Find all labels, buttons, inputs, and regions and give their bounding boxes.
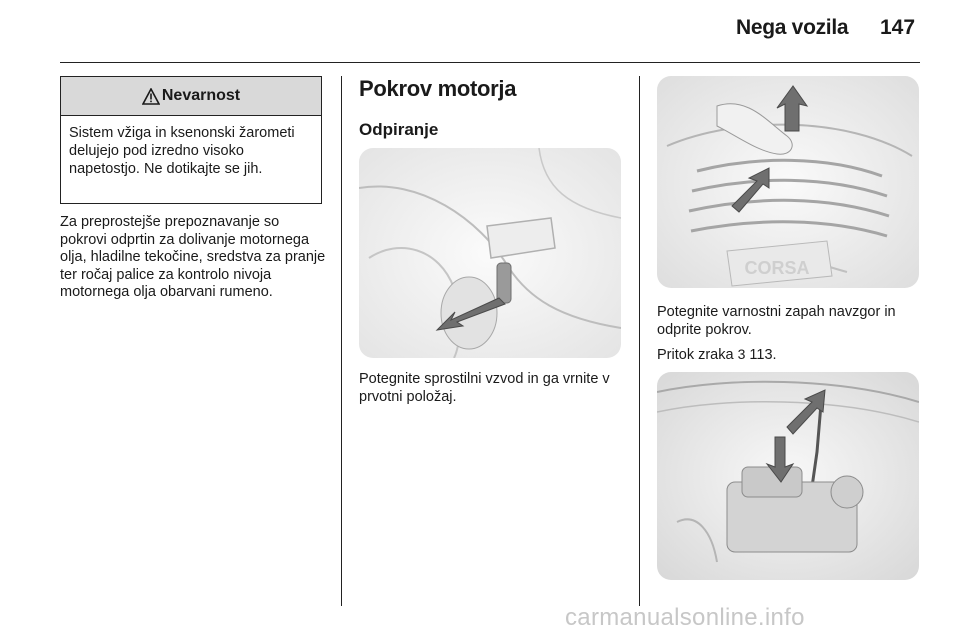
release-lever-illustration xyxy=(359,148,621,358)
badge-text: CORSA xyxy=(744,258,810,278)
watermark: carmanualsonline.info xyxy=(565,604,805,631)
warning-text: Sistem vžiga in ksenonski žarometi delujejo pod izredno visoko napetostjo. Ne dotikajte se jih. xyxy=(69,125,295,177)
reference-arrow-icon: 3 xyxy=(737,346,746,362)
warning-heading-label: Nevarnost xyxy=(161,87,241,104)
cross-reference xyxy=(657,346,925,365)
warning-heading xyxy=(61,77,321,116)
header-rule xyxy=(60,62,920,63)
running-header-title: Nega vozila xyxy=(736,16,849,39)
left-paragraph: Za preprostejše prepoznavanje so pokrovi odprtin za dolivanje motornega olja, hladilne tekočine, sredstva za pranje ter ročaj palice za kontrolo nivoja motornega olja obarvani rumeno. xyxy=(60,214,326,300)
right-caption: Potegnite varnostni zapah navzgor in odprite pokrov. xyxy=(657,304,896,338)
warning-triangle-icon xyxy=(142,88,160,105)
section-title: Pokrov motorja xyxy=(359,76,517,101)
cross-reference-label: Pritok zraka xyxy=(657,347,734,363)
cross-reference-page[interactable]: 113. xyxy=(749,347,777,363)
warning-box xyxy=(60,76,322,204)
hood-prop-rod-illustration xyxy=(657,372,919,580)
page-number: 147 xyxy=(880,16,916,39)
hood-latch-illustration xyxy=(657,76,919,288)
subsection-title: Odpiranje xyxy=(359,120,439,139)
middle-caption: Potegnite sprostilni vzvod in ga vrnite v prvotni položaj. xyxy=(359,371,610,405)
column-divider-right xyxy=(639,76,640,606)
column-divider-left xyxy=(341,76,342,606)
